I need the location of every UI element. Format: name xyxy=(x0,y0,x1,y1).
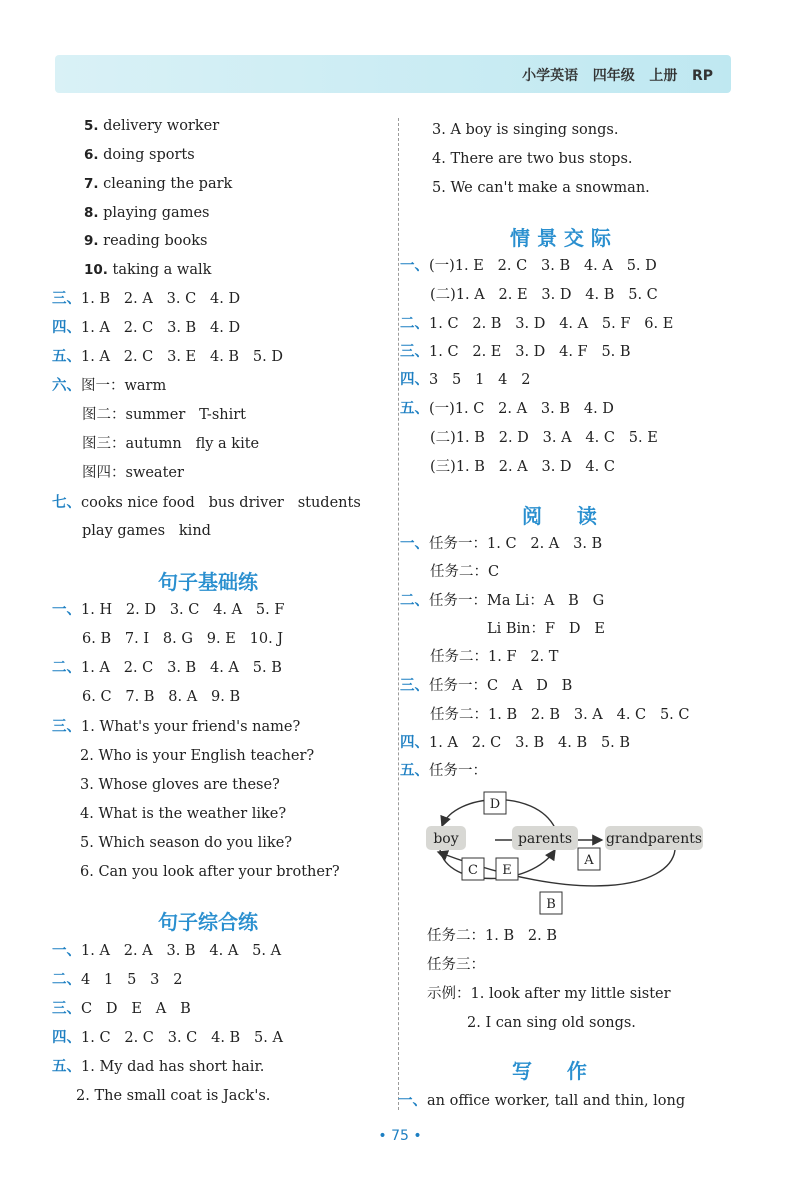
answer-line: 任务二：1. B 2. B xyxy=(427,928,558,944)
answer-line: 6. C 7. B 8. A 9. B xyxy=(82,689,241,705)
section-title: 阅 读 xyxy=(522,504,597,528)
answer-line: 3. A boy is singing songs. xyxy=(432,122,619,138)
letter-c: C xyxy=(468,863,478,878)
answer-line: 任务三： xyxy=(427,957,485,973)
answer-line: 6. Can you look after your brother? xyxy=(80,864,340,880)
answer-line: 三、1. B 2. A 3. C 4. D xyxy=(52,291,241,307)
answer-line: 2. The small coat is Jack's. xyxy=(76,1088,271,1104)
letter-d: D xyxy=(489,797,501,812)
column-divider xyxy=(398,118,399,1110)
answer-line: 四、1. C 2. C 3. C 4. B 5. A xyxy=(52,1030,283,1046)
answer-line: 四、3 5 1 4 2 xyxy=(400,372,531,388)
answer-line: 五、1. My dad has short hair. xyxy=(52,1059,265,1075)
answer-line: 二、4 1 5 3 2 xyxy=(52,972,183,988)
letter-b: B xyxy=(546,897,556,912)
answer-line: 任务二：1. B 2. B 3. A 4. C 5. C xyxy=(430,707,690,723)
answer-line: 图四：sweater xyxy=(82,465,184,481)
answer-line: 三、C D E A B xyxy=(52,1001,191,1017)
answer-line: 5. We can't make a snowman. xyxy=(432,180,650,196)
answer-line: 4. What is the weather like? xyxy=(80,806,287,822)
answer-line: 一、an office worker, tall and thin, long xyxy=(398,1093,686,1109)
answer-line: 一、任务一：1. C 2. A 3. B xyxy=(400,536,603,552)
boy-label: boy xyxy=(433,831,459,847)
answer-line: 二、1. A 2. C 3. B 4. A 5. B xyxy=(52,660,282,676)
grandparents-label: grandparents xyxy=(605,831,703,847)
section-title: 写 作 xyxy=(512,1059,587,1083)
answer-line: 二、1. C 2. B 3. D 4. A 5. F 6. E xyxy=(400,316,674,332)
answer-line: 4. There are two bus stops. xyxy=(432,151,633,167)
answer-line: (二)1. B 2. D 3. A 4. C 5. E xyxy=(430,430,658,446)
answer-line: 一、1. A 2. A 3. B 4. A 5. A xyxy=(52,943,282,959)
page-number: • 75 • xyxy=(378,1128,422,1144)
answer-line: 3. Whose gloves are these? xyxy=(80,777,280,793)
answer-line: 七、cooks nice food bus driver students xyxy=(52,495,361,511)
answer-line: 任务二：C xyxy=(430,564,500,580)
answer-line: 一、1. H 2. D 3. C 4. A 5. F xyxy=(52,602,285,618)
answer-line: 四、1. A 2. C 3. B 4. D xyxy=(52,320,241,336)
answer-line: 10. taking a walk xyxy=(84,262,212,278)
answer-line: 2. I can sing old songs. xyxy=(467,1015,636,1031)
answer-line: 任务二：1. F 2. T xyxy=(430,649,559,665)
answer-line: 7. cleaning the park xyxy=(84,176,233,192)
answer-line: 5. delivery worker xyxy=(84,118,220,134)
section-title: 句子基础练 xyxy=(158,570,258,594)
answer-line: 示例：1. look after my little sister xyxy=(427,986,671,1002)
answer-line: (二)1. A 2. E 3. D 4. B 5. C xyxy=(430,287,658,303)
header-book-info: 小学英语 四年级 上册 RP xyxy=(522,68,713,84)
answer-line: 三、1. C 2. E 3. D 4. F 5. B xyxy=(400,344,631,360)
answer-line: 9. reading books xyxy=(84,233,208,249)
answer-line: 六、图一：warm xyxy=(52,378,167,394)
letter-a: A xyxy=(584,853,594,868)
family-relation-diagram xyxy=(420,788,720,916)
answer-line: 2. Who is your English teacher? xyxy=(80,748,315,764)
answer-line: 5. Which season do you like? xyxy=(80,835,293,851)
section-title: 句子综合练 xyxy=(158,910,258,934)
answer-line: 三、1. What's your friend's name? xyxy=(52,719,301,735)
answer-line: 图三：autumn fly a kite xyxy=(82,436,260,452)
answer-line: 6. B 7. I 8. G 9. E 10. J xyxy=(82,631,284,647)
letter-e: E xyxy=(502,863,512,878)
answer-line: 四、1. A 2. C 3. B 4. B 5. B xyxy=(400,735,631,751)
answer-line: (三)1. B 2. A 3. D 4. C xyxy=(430,459,615,475)
answer-line: play games kind xyxy=(82,523,211,539)
answer-line: 6. doing sports xyxy=(84,147,195,163)
page-header-bar xyxy=(55,55,731,93)
answer-line: 五、任务一： xyxy=(400,763,487,779)
parents-label: parents xyxy=(517,831,573,847)
answer-line: 一、(一)1. E 2. C 3. B 4. A 5. D xyxy=(400,258,657,274)
answer-line: 二、任务一：Ma Li：A B G xyxy=(400,593,605,609)
answer-line: 五、1. A 2. C 3. E 4. B 5. D xyxy=(52,349,283,365)
answer-line: 图二：summer T-shirt xyxy=(82,407,246,423)
answer-line: Li Bin：F D E xyxy=(487,621,605,637)
answer-line: 三、任务一：C A D B xyxy=(400,678,573,694)
answer-line: 五、(一)1. C 2. A 3. B 4. D xyxy=(400,401,614,417)
section-title: 情 景 交 际 xyxy=(510,226,611,250)
answer-line: 8. playing games xyxy=(84,205,210,221)
